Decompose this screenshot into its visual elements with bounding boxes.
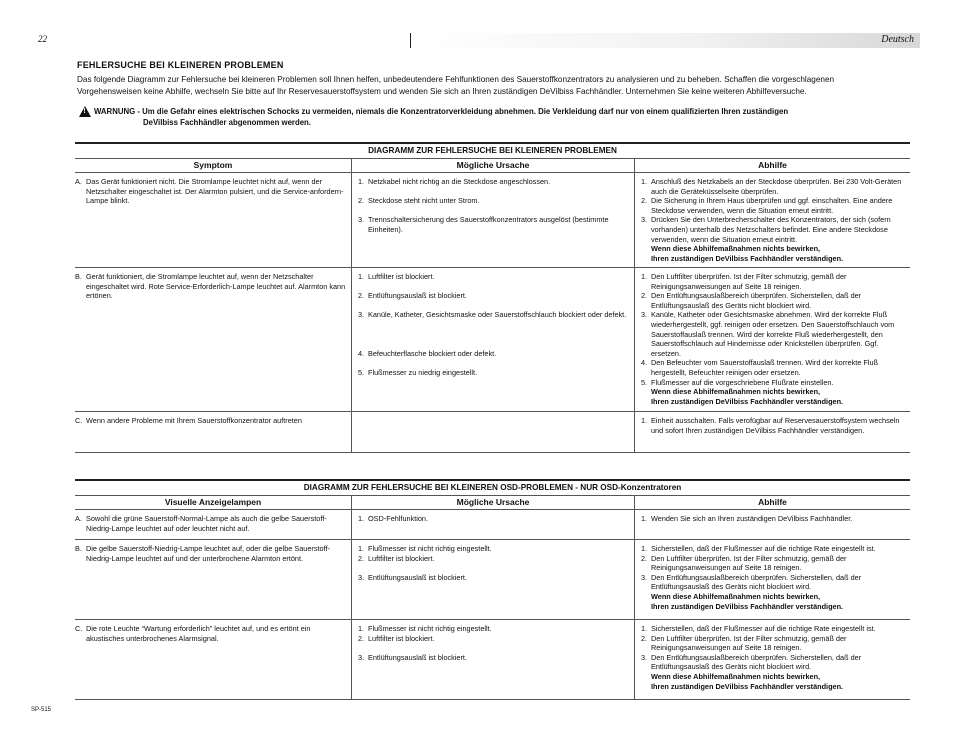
remedy-text: Sicherstellen, daß der Flußmesser auf die richtige Rate eingestellt ist. — [651, 624, 876, 633]
section-title: FEHLERSUCHE BEI KLEINEREN PROBLEMEN — [77, 60, 284, 70]
item-number: 1. — [358, 624, 365, 633]
note-line: Ihren zuständigen DeVilbiss Fachhändler verständigen. — [651, 681, 844, 691]
remedy-text: Kanüle, Katheter oder Gesichtsmaske abnehmen. Wird der korrekte Fluß wiederhergestellt, ggf. reinigen oder ersetzen. Den Sauerstoffschlauch vom Sauerstoffauslaß trennen. Wird der korrekte Fluß wiederhergestellt, den Sauerstoffschlauch auf Hindernisse oder Knickstellen überprüfen. Ggf. ersetzen. — [651, 310, 895, 358]
item-number: 1. — [358, 272, 365, 281]
item-number: 4. — [358, 348, 365, 358]
remedy-item — [641, 196, 906, 215]
cause-item — [358, 196, 630, 206]
item-number: 2. — [358, 633, 365, 643]
symptom-cell — [75, 540, 351, 619]
symptom-text: Die gelbe Sauerstoff-Niedrig-Lampe leuchtet auf, oder die gelbe Sauerstoff-Niedrig-Lampe leuchtet auf und der unterbrochene Alarmton ertönt. — [86, 544, 330, 563]
cause-item — [358, 573, 630, 583]
item-number: 1. — [358, 544, 365, 553]
remedy-item — [641, 653, 906, 672]
symptom-cell — [75, 268, 351, 411]
cause-cell — [351, 412, 634, 452]
remedy-item — [641, 378, 906, 388]
item-number: 3. — [641, 572, 648, 582]
cause-item — [358, 554, 630, 564]
cause-item — [358, 310, 630, 320]
cause-cell — [351, 510, 634, 539]
remedy-text: Wenden Sie sich an Ihren zuständigen DeVilbiss Fachhändler. — [651, 514, 853, 523]
remedy-item — [641, 634, 906, 653]
table-row — [75, 540, 910, 620]
item-number: 4. — [641, 358, 648, 368]
remedy-text: Anschluß des Netzkabels an der Steckdose überprüfen. Bei 230 Volt-Geräten auch die Geräteküsselseite überprüfen. — [651, 177, 902, 196]
cause-text: Befeuchterflasche blockiert oder defekt. — [368, 348, 497, 358]
remedy-item — [641, 291, 906, 310]
item-number: 3. — [358, 652, 365, 662]
cause-cell — [351, 540, 634, 619]
remedy-item — [641, 544, 906, 554]
item-number: 1. — [358, 514, 365, 523]
item-number: 2. — [641, 196, 648, 206]
cause-text: Flußmesser ist nicht richtig eingestellt. — [368, 544, 492, 553]
remedy-text: Den Befeuchter vom Sauerstoffauslaß trennen. Wird der korrekte Fluß hergestellt, Befeuchter reinigen oder ersetzen. — [651, 358, 878, 377]
symptom-cell — [75, 510, 351, 539]
cause-text: Flußmesser zu niedrig eingestellt. — [368, 367, 478, 377]
table-row — [75, 620, 910, 700]
remedy-item — [641, 310, 906, 358]
cause-text: Trennschaltersicherung des Sauerstoffkonzentrators ausgelöst (bestimmte Einheiten). — [368, 215, 609, 234]
symptom-item — [75, 416, 347, 426]
item-number: 3. — [358, 215, 365, 225]
symptom-label: A. — [75, 177, 82, 186]
cause-text: Luftfilter ist blockiert. — [368, 553, 435, 563]
remedy-text: Drücken Sie den Unterbrecherschalter des Konzentrators, der sich (sofern vorhanden) unterhalb des Netzschalters befindet. Eine andere Steckdose verwenden, wenn die Situation erneut eintritt. — [651, 215, 891, 244]
symptom-text: Die rote Leuchte “Wartung erforderlich” leuchtet auf, und es ertönt ein akustisches unterbrochenes Alarmsignal. — [86, 624, 311, 643]
symptom-text: Sowohl die grüne Sauerstoff-Normal-Lampe als auch die gelbe Sauerstoff-Niedrig-Lampe leuchtet auf oder leuchtet nicht auf. — [86, 514, 327, 533]
item-number: 1. — [641, 272, 648, 281]
item-number: 2. — [641, 633, 648, 643]
page-header — [38, 34, 411, 48]
intro-paragraph — [77, 74, 927, 98]
column-header-indicator: Visuelle Anzeigelampen — [164, 497, 262, 507]
symptom-item — [75, 544, 347, 563]
remedy-item — [641, 358, 906, 377]
column-header-symptom: Symptom — [193, 160, 233, 170]
header-divider — [410, 33, 411, 48]
cause-item — [358, 653, 630, 663]
symptom-text: Das Gerät funktioniert nicht. Die Stromlampe leuchtet nicht auf, wenn der Netzschalter eingeschaltet ist. Der Alarmton pulsiert, und die Service-anfordern-Lampe blinkt. — [86, 177, 344, 206]
cause-item — [358, 514, 630, 524]
table-row — [75, 173, 910, 268]
remedy-cell — [634, 173, 910, 267]
note-line: Ihren zuständigen DeVilbiss Fachhändler verständigen. — [651, 396, 844, 406]
item-number: 3. — [641, 652, 648, 662]
remedy-note — [641, 592, 906, 611]
item-number: 2. — [641, 553, 648, 563]
remedy-text: Einheit ausschalten. Falls verofügbar auf Reservesauerstoffsystem wechseln und sofort Ihren zuständigen DeVilbiss Fachhändler verständigen. — [651, 416, 900, 435]
remedy-note — [641, 672, 906, 691]
cause-text: Kanüle, Katheter, Gesichtsmaske oder Sauerstoffschlauch blockiert oder defekt. — [368, 310, 627, 320]
remedy-cell — [634, 540, 910, 619]
remedy-item — [641, 624, 906, 634]
remedy-note — [641, 387, 906, 406]
symptom-label: A. — [75, 514, 82, 523]
remedy-cell — [634, 620, 910, 699]
table-row — [75, 412, 910, 453]
note-line: Ihren zuständigen DeVilbiss Fachhändler verständigen. — [651, 601, 844, 611]
cause-item — [358, 177, 630, 187]
column-header-cause: Mögliche Ursache — [351, 159, 634, 172]
cause-item — [358, 544, 630, 554]
cause-text: Netzkabel nicht richtig an die Steckdose angeschlossen. — [368, 177, 551, 186]
symptom-item — [75, 514, 347, 533]
cause-cell — [351, 173, 634, 267]
symptom-label: C. — [75, 624, 83, 633]
item-number: 1. — [641, 624, 648, 633]
item-number: 2. — [358, 291, 365, 301]
note-line: Ihren zuständigen DeVilbiss Fachhändler verständigen. — [651, 253, 844, 263]
note-line: Wenn diese Abhilfemaßnahmen nichts bewirken, — [651, 244, 821, 254]
remedy-item — [641, 573, 906, 592]
remedy-note — [641, 244, 906, 263]
page-number: 22 — [38, 34, 47, 44]
remedy-text: Den Luftfilter überprüfen. Ist der Filter schmutzig, gemäß der Reinigungsanweisungen auf Seite 18 reinigen. — [651, 633, 847, 653]
intro-line: Vorgehensweisen keine Abhilfe, wechseln Sie bitte auf Ihr Reservesauerstoffsystem und wenden Sie sich an Ihren zuständigen DeVilbiss Fachhändler. Unternehmen Sie keine weiteren Abhilfeversuche. — [77, 87, 807, 96]
item-number: 3. — [641, 310, 648, 320]
osd-troubleshooting-table — [75, 479, 910, 700]
column-header-cause: Mögliche Ursache — [351, 496, 634, 509]
symptom-label: B. — [75, 544, 82, 553]
table-header-row — [75, 496, 910, 510]
cause-item — [358, 634, 630, 644]
remedy-text: Die Sicherung in Ihrem Haus überprüfen und ggf. einschalten. Eine andere Steckdose verwenden, wenn die Situation erneut eintritt. — [651, 196, 893, 215]
cause-text: Flußmesser ist nicht richtig eingestellt. — [368, 624, 492, 633]
remedy-cell — [634, 268, 910, 411]
remedy-item — [641, 272, 906, 291]
symptom-item — [75, 624, 347, 643]
symptom-item — [75, 177, 347, 206]
troubleshooting-table — [75, 142, 910, 453]
symptom-cell — [75, 412, 351, 452]
symptom-text: Gerät funktioniert, die Stromlampe leuchtet auf, wenn der Netzschalter eingeschaltet wird. Rote Service-Erforderlich-Lampe leuchtet auf. Alarmton kann ertönen. — [86, 272, 346, 301]
symptom-label: B. — [75, 272, 82, 281]
item-number: 5. — [641, 377, 648, 387]
remedy-item — [641, 215, 906, 244]
item-number: 3. — [358, 572, 365, 582]
remedy-text: Den Luftfilter überprüfen. Ist der Filter schmutzig, gemäß der Reinigungsanweisungen auf Seite 18 reinigen. — [651, 553, 847, 573]
cause-text: OSD-Fehlfunktion. — [368, 514, 429, 523]
note-line: Wenn diese Abhilfemaßnahmen nichts bewirken, — [651, 387, 821, 397]
symptom-cell — [75, 173, 351, 267]
cause-text: Luftfilter ist blockiert. — [368, 633, 435, 643]
remedy-text: Den Entlüftungsauslaßbereich überprüfen. Sicherstellen, daß der Entlüftungsauslaß des Geräts nicht blockiert wird. — [651, 572, 862, 592]
cause-item — [358, 215, 630, 234]
language-label: Deutsch — [881, 34, 914, 45]
cause-text: Entlüftungsauslaß ist blockiert. — [368, 291, 467, 301]
remedy-text: Sicherstellen, daß der Flußmesser auf die richtige Rate eingestellt ist. — [651, 544, 876, 553]
cause-item — [358, 349, 630, 359]
item-number: 2. — [358, 196, 365, 206]
cause-text: Luftfilter ist blockiert. — [368, 272, 435, 281]
cause-text: Entlüftungsauslaß ist blockiert. — [368, 572, 467, 582]
item-number: 3. — [358, 310, 365, 320]
item-number: 1. — [641, 416, 648, 425]
table-header-row — [75, 159, 910, 173]
remedy-text: Den Entlüftungsauslaßbereich überprüfen. Sicherstellen, daß der Entlüftungsauslaß des Geräts nicht blockiert wird. — [651, 291, 862, 310]
remedy-text: Flußmesser auf die vorgeschriebene Flußrate einstellen. — [651, 377, 834, 387]
intro-line: Das folgende Diagramm zur Fehlersuche bei kleineren Problemen soll Ihnen helfen, unbedeutendere Fehlfunktionen des Sauerstoffkonzentrators zu analysieren und zu beheben. Schaffen die vorgeschlagenen — [77, 75, 835, 84]
cause-item — [358, 368, 630, 378]
item-number: 1. — [358, 177, 365, 186]
column-header-remedy: Abhilfe — [634, 159, 910, 172]
cause-cell — [351, 620, 634, 699]
remedy-cell — [634, 412, 910, 452]
cause-text: Steckdose steht nicht unter Strom. — [368, 196, 480, 206]
item-number: 3. — [641, 215, 648, 225]
remedy-item — [641, 554, 906, 573]
remedy-cell — [634, 510, 910, 539]
table-title: DIAGRAMM ZUR FEHLERSUCHE BEI KLEINEREN PROBLEMEN — [75, 144, 910, 159]
symptom-cell — [75, 620, 351, 699]
language-band — [412, 33, 920, 48]
remedy-text: Den Luftfilter überprüfen. Ist der Filter schmutzig, gemäß der Reinigungsanweisungen auf Seite 18 reinigen. — [651, 272, 847, 291]
item-number: 1. — [641, 514, 648, 523]
remedy-item — [641, 177, 906, 196]
item-number: 2. — [641, 291, 648, 301]
symptom-text: Wenn andere Probleme mit Ihrem Sauerstoffkonzentrator auftreten — [86, 416, 302, 425]
cause-item — [358, 291, 630, 301]
remedy-item — [641, 416, 906, 435]
remedy-text: Den Entlüftungsauslaßbereich überprüfen. Sicherstellen, daß der Entlüftungsauslaß des Geräts nicht blockiert wird. — [651, 652, 862, 672]
cause-text: Entlüftungsauslaß ist blockiert. — [368, 652, 467, 662]
cause-cell — [351, 268, 634, 411]
table-row — [75, 268, 910, 412]
document-code: SP-515 — [31, 707, 52, 713]
item-number: 1. — [641, 177, 648, 186]
note-line: Wenn diese Abhilfemaßnahmen nichts bewirken, — [651, 671, 821, 681]
symptom-label: C. — [75, 416, 83, 425]
cause-item — [358, 272, 630, 282]
note-line: Wenn diese Abhilfemaßnahmen nichts bewirken, — [651, 591, 821, 601]
warning-text: DeVilbiss Fachhändler abgenommen werden. — [143, 118, 311, 127]
column-header-remedy: Abhilfe — [634, 496, 910, 509]
warning-text: WARNUNG - Um die Gefahr eines elektrischen Schocks zu vermeiden, niemals die Konzentratorverkleidung abnehmen. Die Verkleidung darf nur von einem qualifizierten Ihren zuständigen — [94, 107, 789, 116]
symptom-item — [75, 272, 347, 301]
table-title: DIAGRAMM ZUR FEHLERSUCHE BEI KLEINEREN OSD-PROBLEMEN - NUR OSD-Konzentratoren — [75, 481, 910, 496]
item-number: 5. — [358, 367, 365, 377]
remedy-item — [641, 514, 906, 524]
item-number: 2. — [358, 553, 365, 563]
item-number: 1. — [641, 544, 648, 553]
table-row — [75, 510, 910, 540]
cause-item — [358, 624, 630, 634]
